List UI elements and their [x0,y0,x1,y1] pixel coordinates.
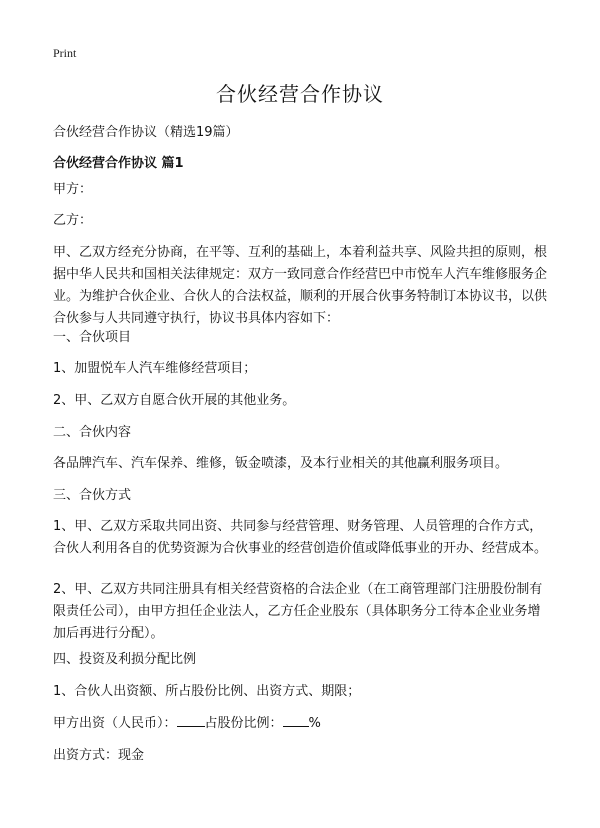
project-item-1: 1、加盟悦车人汽车维修经营项目； [53,361,257,376]
section-heading: 合伙经营合作协议 篇1 [53,156,184,171]
intro-paragraph: 甲、乙双方经充分协商，在平等、互利的基础上，本着利益共享、风险共担的原则，根据中华人民共和国相关法律规定：双方一致同意合作经营巴中市悦车人汽车维修服务企业。为维护合伙企业、合伙人的合法权益，顺利的开展合伙事务特制订本协议书，以供合伙参与人共同遵守执行，协议书具体内容如下： [53,245,548,326]
party-b-line: 乙方： [53,213,93,228]
investment-method-line: 出资方式：现金 [53,748,145,763]
content-paragraph: 各品牌汽车、汽车保养、维修，钣金喷漆，及本行业相关的其他赢利服务项目。 [53,456,509,471]
heading-method: 三、合伙方式 [53,488,132,503]
invest-a-share-label: 占股份比例： [204,716,283,731]
party-a-line: 甲方： [53,182,93,197]
document-title: 合伙经营合作协议 [216,82,384,106]
document-subtitle: 合伙经营合作协议（精选19篇） [53,125,239,140]
project-item-2: 2、甲、乙双方自愿合伙开展的其他业务。 [53,393,296,408]
invest-a-share-blank [283,714,309,727]
heading-content: 二、合伙内容 [53,425,132,440]
method-item-1: 1、甲、乙双方采取共同出资、共同参与经营管理、财务管理、人员管理的合作方式，合伙人利用各自的优势资源为合伙事业的经营创造价值或降低事业的开办、经营成本。 [53,519,548,556]
heading-investment: 四、投资及利损分配比例 [53,652,197,667]
percent-sign: % [308,716,321,731]
invest-a-amount-blank [177,714,205,727]
invest-a-label: 甲方出资（人民币）： [53,716,177,731]
investment-party-a-line [53,713,553,735]
print-link[interactable]: Print [53,46,77,60]
heading-project: 一、合伙项目 [53,330,132,345]
investment-item-1: 1、合伙人出资额、所占股份比例、出资方式、期限； [53,684,361,699]
method-item-2: 2、甲、乙双方共同注册具有相关经营资格的合法企业（在工商管理部门注册股份制有限责任公司），由甲方担任企业法人，乙方任企业股东（具体职务分工待本企业业务增加后再进行分配）。 [53,582,543,641]
